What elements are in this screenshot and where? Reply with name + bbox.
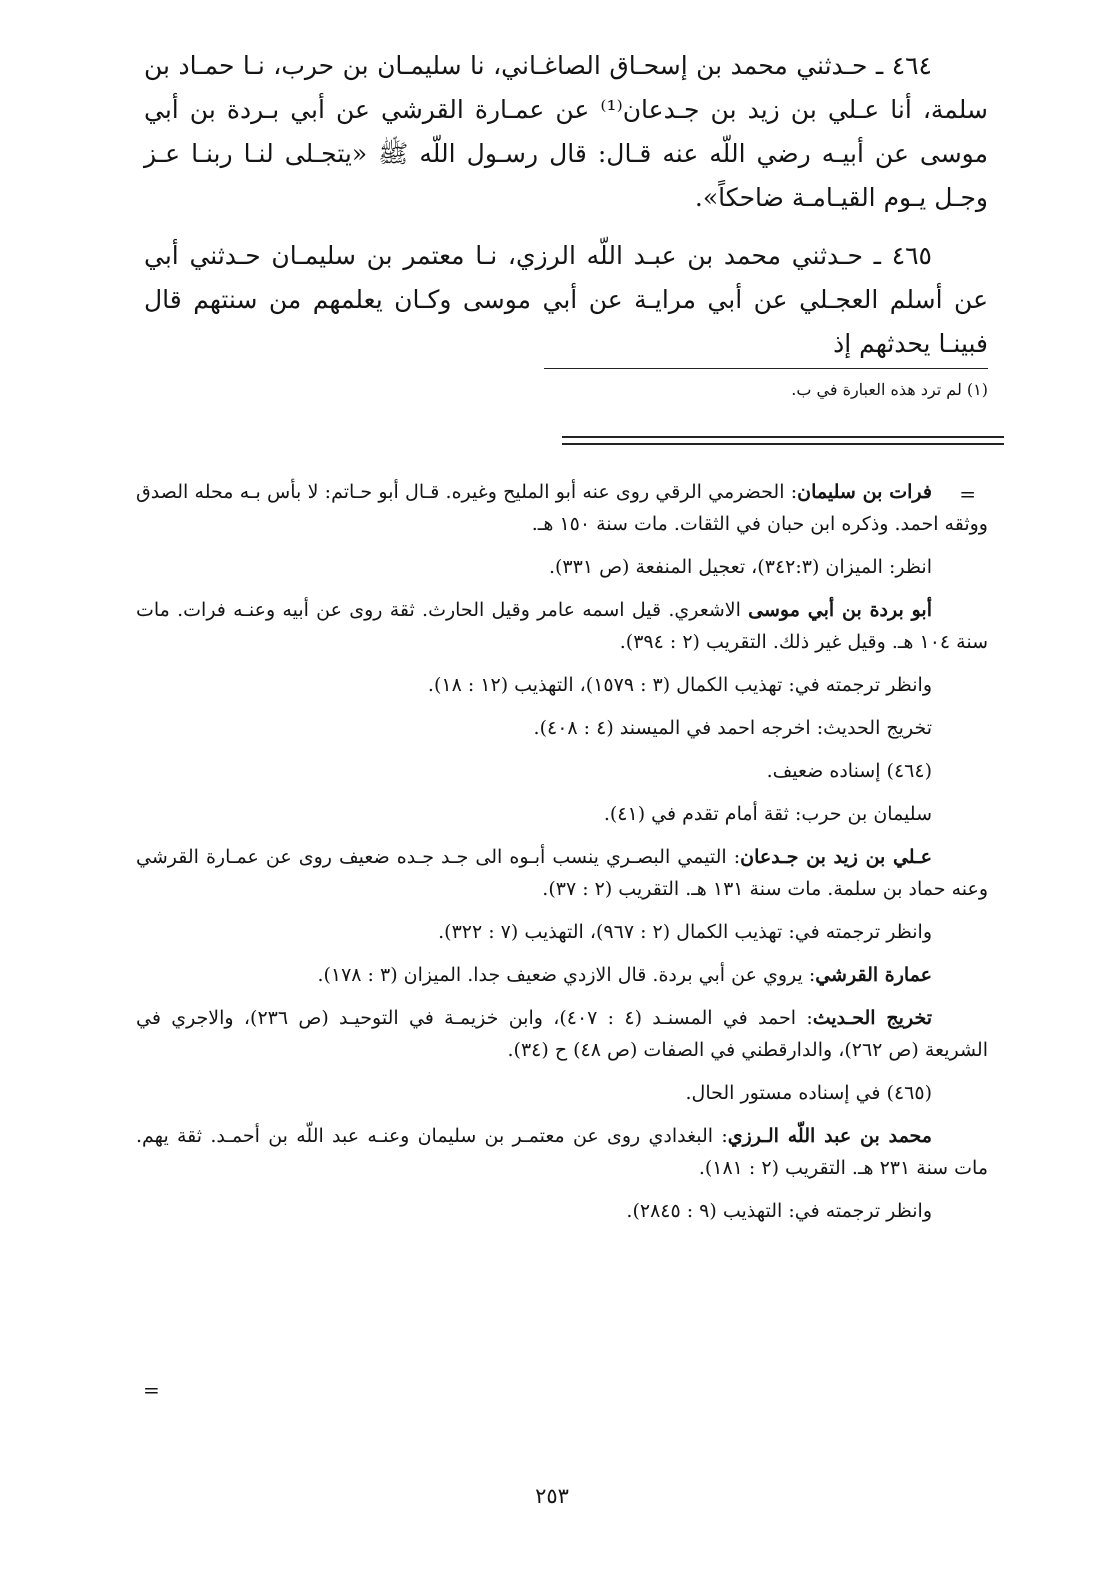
note-razi — [136, 1120, 988, 1184]
note-takhrij-2 — [136, 1002, 988, 1066]
note-takhrij-2-text: : احمد في المسنـد (٤ : ٤٠٧)، وابن خزيمـة في التوحيـد (ص ٢٣٦)، والاجري في الشريعة (ص ٢٦٢)، والدارقطني في الصفات (ص ٤٨) ح (٣٤). — [136, 1007, 988, 1061]
note-umara-name: عمارة القرشي — [815, 964, 932, 986]
page-number: ٢٥٣ — [535, 1484, 569, 1508]
note-ali-jadan-text: : التيمي البصـري ينسب أبـوه الى جـد جـده ضعيف روى عن عمـارة القرشي وعنه حماد بن سلمة. مات سنة ١٣١ هـ. التقريب (٢ : ٣٧). — [136, 846, 988, 900]
note-465-grade: (٤٦٥) في إسناده مستور الحال. — [685, 1082, 932, 1104]
note-ali-jadan — [136, 841, 988, 905]
hadith-464: ٤٦٤ ـ حـدثني محمد بن إسحـاق الصاغـاني، نا سليمـان بن حرب، نـا حمـاد بن سلمة، أنا عـلي بن زيد بن جـدعان⁽¹⁾ عن عمـارة القرشي عن أبي بـردة بن أبي موسى عن أبيـه رضي اللّه عنه قـال: قال رسـول اللّه ﷺ «يتجـلى لنـا ربنـا عـز وجـل يـوم القيـامـة ضاحكاً». — [144, 51, 988, 212]
note-abu-burda-refs: وانظر ترجمته في: تهذيب الكمال (٣ : ١٥٧٩)، التهذيب (١٢ : ١٨). — [427, 674, 932, 696]
continuation-mark-bottom: = — [143, 1378, 160, 1402]
note-takhrij-2-label: تخريج الحـديث — [812, 1007, 933, 1029]
note-umara — [136, 959, 988, 991]
footnote-1: (١) لم ترد هذه العبارة في ب. — [791, 380, 988, 399]
note-ali-jadan-refs: وانظر ترجمته في: تهذيب الكمال (٢ : ٩٦٧)، التهذيب (٧ : ٣٢٢). — [438, 921, 932, 943]
commentary-notes — [136, 476, 988, 1238]
note-umara-text: : يروي عن أبي بردة. قال الازدي ضعيف جدا. الميزان (٣ : ١٧٨). — [317, 964, 816, 986]
note-furat-refs: انظر: الميزان (٣٤٢:٣)، تعجيل المنفعة (ص ٣٣١). — [548, 556, 932, 578]
main-hadith-text — [144, 44, 988, 380]
note-abu-burda — [136, 594, 988, 658]
note-464-grade: (٤٦٤) إسناده ضعيف. — [766, 760, 932, 782]
continuation-mark-top: = — [959, 482, 976, 506]
note-razi-refs: وانظر ترجمته في: التهذيب (٩ : ٢٨٤٥). — [626, 1200, 932, 1222]
footnote-separator — [544, 368, 988, 369]
note-furat — [136, 476, 988, 540]
note-abu-burda-text: الاشعري. قيل اسمه عامر وقيل الحارث. ثقة روى عن أبيه وعنـه فرات. مات سنة ١٠٤ هـ. وقيل غير ذلك. التقريب (٢ : ٣٩٤). — [136, 599, 988, 653]
note-sulayman: سليمان بن حرب: ثقة أمام تقدم في (٤١). — [603, 803, 932, 825]
commentary-separator — [562, 436, 1004, 445]
note-abu-burda-name: أبو بردة بن أبي موسى — [748, 599, 932, 621]
note-furat-name: فرات بن سليمان — [797, 481, 932, 503]
note-razi-name: محمد بن عبد اللّه الـرزي — [727, 1125, 932, 1147]
note-razi-text: : البغدادي روى عن معتمـر بن سليمان وعنـه عبد اللّه بن أحمـد. ثقة يهم. مات سنة ٢٣١ هـ. التقريب (٢ : ١٨١). — [136, 1125, 988, 1179]
note-takhrij-464: تخريج الحديث: اخرجه احمد في الميسند (٤ : ٤٠٨). — [533, 717, 932, 739]
note-ali-jadan-name: عـلي بن زيد بن جـدعان — [740, 846, 932, 868]
note-furat-text: : الحضرمي الرقي روى عنه أبو المليح وغيره. قـال أبو حـاتم: لا بأس بـه محله الصدق ووثقه احمد. وذكره ابن حبان في الثقات. مات سنة ١٥٠ هـ. — [136, 481, 988, 535]
hadith-465: ٤٦٥ ـ حـدثني محمد بن عبـد اللّه الرزي، نـا معتمر بن سليمـان حـدثني أبي عن أسلم العجـلي عن أبي مرايـة عن أبي موسى وكـان يعلمهم من سنتهم قال فبينـا يحدثهم إذ — [144, 241, 988, 358]
